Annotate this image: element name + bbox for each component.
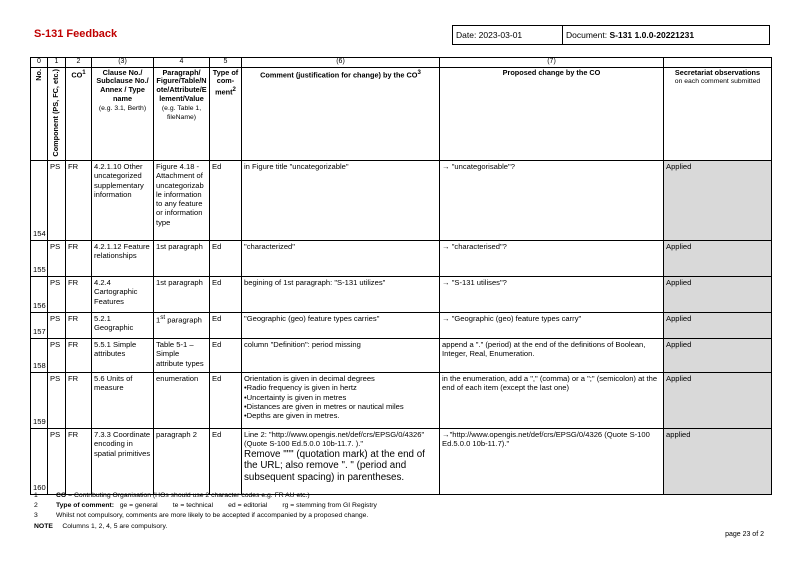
table-row (31, 161, 772, 241)
comment-cell: column "Definition": period missing (242, 339, 440, 373)
co-cell: FR (66, 161, 92, 241)
component-cell: PS (48, 313, 66, 339)
row-number: 160 (31, 429, 48, 495)
clause-cell: 5.2.1 Geographic (92, 313, 154, 339)
component-cell: PS (48, 339, 66, 373)
colnum: 5 (210, 58, 242, 68)
co-cell: FR (66, 277, 92, 313)
header-proposed: Proposed change by the CO (440, 67, 664, 160)
colnum: (3) (92, 58, 154, 68)
row-number: 156 (31, 277, 48, 313)
comment-cell: "Geographic (geo) feature types carries" (242, 313, 440, 339)
secretariat-cell: Applied (664, 161, 772, 241)
paragraph-cell: Table 5-1 – Simple attribute types (154, 339, 210, 373)
type-cell: Ed (210, 313, 242, 339)
table-row (31, 241, 772, 277)
secretariat-cell: Applied (664, 313, 772, 339)
list-item: • Uncertainty is given in metres (244, 393, 437, 402)
header-type: Type of com- ment$^2$ (210, 67, 242, 160)
table-row (31, 429, 772, 495)
proposed-cell: → "uncategorisable"? (440, 161, 664, 241)
row-number: 154 (31, 161, 48, 241)
type-cell: Ed (210, 373, 242, 429)
clause-cell: 4.2.4 Cartographic Features (92, 277, 154, 313)
colnum: 1 (48, 58, 66, 68)
clause-cell: 7.3.3 Coordinate encoding in spatial primitives (92, 429, 154, 495)
colnum: 4 (154, 58, 210, 68)
colnum: 2 (66, 58, 92, 68)
colnum: (6) (242, 58, 440, 68)
page-title: S-131 Feedback (34, 28, 118, 40)
row-number: 155 (31, 241, 48, 277)
component-cell: PS (48, 277, 66, 313)
footnote-1: 1 CO = Contributing Organisation (HOs should use 2 character codes e.g. FR AU etc.) (34, 492, 310, 499)
header-co: $CO^1$ (66, 67, 92, 160)
header-comment: Comment (justification for change) by the $CO^3$ (242, 67, 440, 160)
proposed-cell: → "S-131 utilises"? (440, 277, 664, 313)
document-id: S-131 1.0.0-20221231 (609, 30, 695, 40)
secretariat-cell: Applied (664, 277, 772, 313)
row-number: 158 (31, 339, 48, 373)
footnote-3: 3 Whilst not compulsory, comments are more likely to be accepted if accompanied by a proposed change. (34, 512, 369, 520)
header-row (31, 67, 772, 160)
co-cell: FR (66, 241, 92, 277)
paragraph-cell: paragraph 2 (154, 429, 210, 495)
header-no: No. (31, 67, 48, 160)
table-row (31, 339, 772, 373)
colnum: 0 (31, 58, 48, 68)
type-cell: Ed (210, 277, 242, 313)
comment-cell: begining of 1st paragraph: "S-131 utilizes" (242, 277, 440, 313)
row-number: 159 (31, 373, 48, 429)
co-cell: FR (66, 429, 92, 495)
paragraph-cell: 1st paragraph (154, 313, 210, 339)
footnote-2: 2 Type of comment: ge = general te = technical ed = editorial rg = stemming from GI Registry (34, 502, 377, 510)
footnote-note: NOTE Columns 1, 2, 4, 5 are compulsory. (34, 522, 168, 530)
secretariat-cell: Applied (664, 339, 772, 373)
header-clause: Clause No./ Subclause No./ Annex / Type name (e.g. 3.1, Berth) (92, 67, 154, 160)
proposed-cell: append a "." (period) at the end of the definitions of Boolean, Integer, Real, Enumeration. (440, 339, 664, 373)
component-cell: PS (48, 241, 66, 277)
units-list (244, 383, 437, 420)
comment-line: Line 2: "http://www.opengis.net/def/crs/EPSG/0/4326" (Quote S-100 Ed.5.0.0 10b-11.7. )." (244, 430, 425, 449)
header-component: Component (PS, FC, etc.) (48, 67, 66, 160)
secretariat-cell: Applied (664, 241, 772, 277)
document-header-box (452, 25, 770, 45)
comment-cell: "characterized" (242, 241, 440, 277)
clause-cell: 5.6 Units of measure (92, 373, 154, 429)
comment-cell (242, 429, 440, 495)
co-cell: FR (66, 313, 92, 339)
comment-remark: Remove """ (quotation mark) at the end of the URL; also remove ". " (period and subsequent spacing) in parentheses. (244, 448, 425, 483)
component-cell: PS (48, 161, 66, 241)
document-label: Document: (566, 30, 610, 40)
feedback-table (30, 57, 772, 495)
clause-cell: 4.2.1.12 Feature relationships (92, 241, 154, 277)
proposed-cell: →"http://www.opengis.net/def/crs/EPSG/0/4326 (Quote S-100 Ed.5.0.0 10b-11.7)." (440, 429, 664, 495)
header-secretariat: Secretariat observations on each comment submitted (664, 67, 772, 160)
comment-cell (242, 373, 440, 429)
paragraph-cell: enumeration (154, 373, 210, 429)
table-row (31, 277, 772, 313)
document-field (563, 26, 769, 44)
comment-cell: in Figure title "uncategorizable" (242, 161, 440, 241)
type-cell: Ed (210, 241, 242, 277)
colnum (664, 58, 772, 68)
column-number-row (31, 58, 772, 68)
component-cell: PS (48, 373, 66, 429)
table-row (31, 373, 772, 429)
date-field: Date: 2023-03-01 (453, 26, 563, 44)
comment-line: Orientation is given in decimal degrees (244, 374, 375, 383)
clause-cell: 4.2.1.10 Other uncategorized supplementary information (92, 161, 154, 241)
list-item: • Distances are given in metres or nautical miles (244, 402, 437, 411)
co-cell: FR (66, 339, 92, 373)
secretariat-cell: Applied (664, 373, 772, 429)
component-cell: PS (48, 429, 66, 495)
type-cell: Ed (210, 161, 242, 241)
paragraph-cell: 1st paragraph (154, 241, 210, 277)
list-item: • Depths are given in metres. (244, 411, 437, 420)
co-cell: FR (66, 373, 92, 429)
proposed-cell: → "characterised"? (440, 241, 664, 277)
secretariat-cell: applied (664, 429, 772, 495)
proposed-cell: → "Geographic (geo) feature types carry" (440, 313, 664, 339)
proposed-cell: in the enumeration, add a "," (comma) or a ";" (semicolon) at the end of each item (except the last one) (440, 373, 664, 429)
type-cell: Ed (210, 429, 242, 495)
type-cell: Ed (210, 339, 242, 373)
header-paragraph: Paragraph/ Figure/Table/N ote/Attribute/E lement/Value (e.g. Table 1, fileName) (154, 67, 210, 160)
paragraph-cell: 1st paragraph (154, 277, 210, 313)
footnotes (34, 491, 377, 532)
row-number: 157 (31, 313, 48, 339)
list-item: • Radio frequency is given in hertz (244, 383, 437, 392)
paragraph-cell: Figure 4.18 - Attachment of uncategorizab le information to any feature or information type (154, 161, 210, 241)
clause-cell: 5.5.1 Simple attributes (92, 339, 154, 373)
page-number: page 23 of 2 (725, 531, 764, 538)
colnum: (7) (440, 58, 664, 68)
table-row (31, 313, 772, 339)
